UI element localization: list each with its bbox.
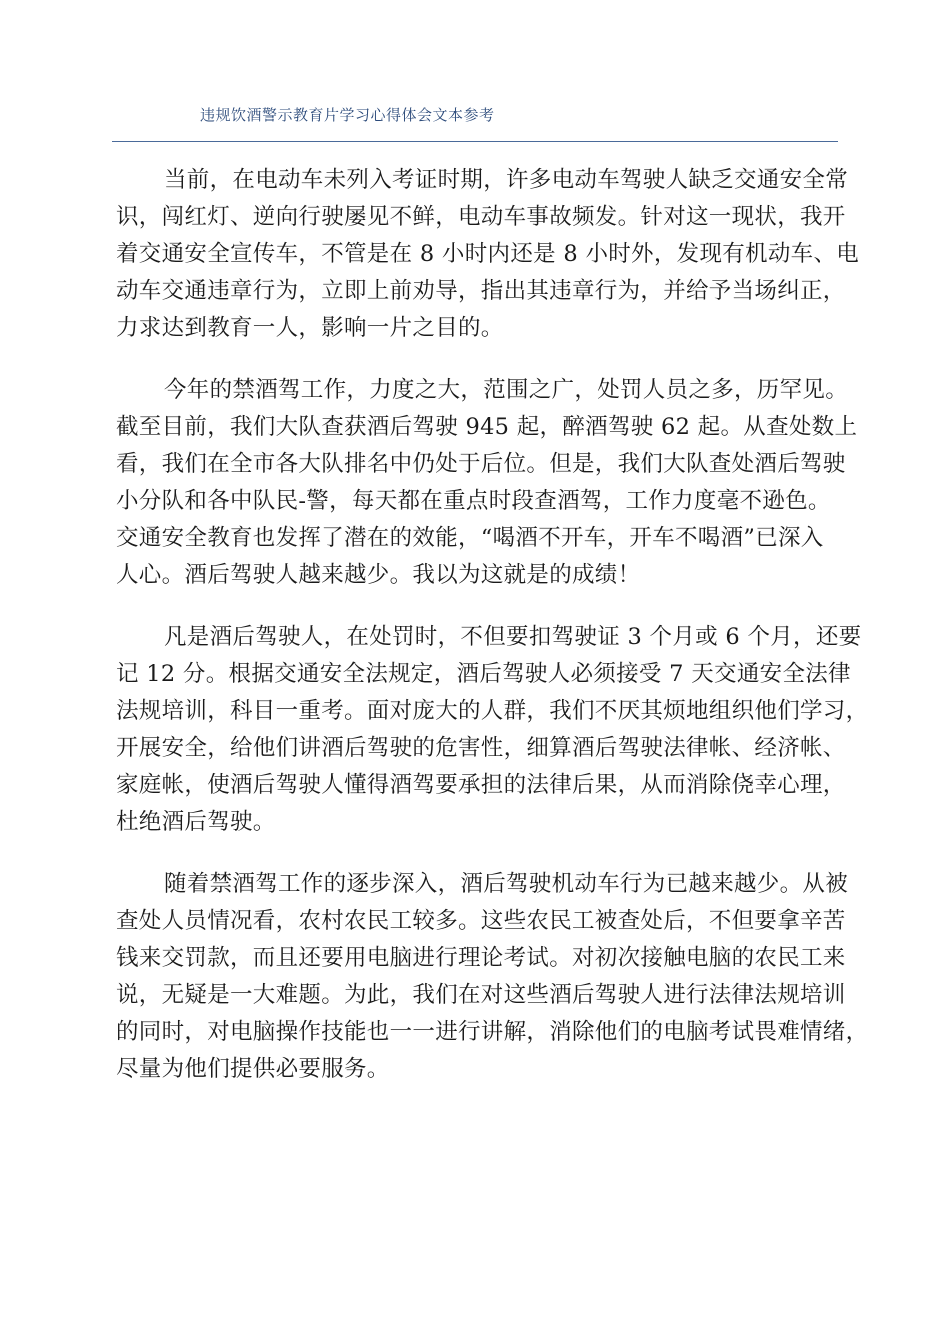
paragraph-line: 截至目前，我们大队查获酒后驾驶 945 起，醉酒驾驶 62 起。从查处数上 bbox=[116, 414, 858, 440]
paragraph-line: 凡是酒后驾驶人，在处罚时，不但要扣驾驶证 3 个月或 6 个月，还要 bbox=[164, 624, 862, 650]
paragraph-line: 识，闯红灯、逆向行驶屡见不鲜，电动车事故频发。针对这一现状，我开 bbox=[116, 204, 846, 230]
paragraph-line: 记 12 分。根据交通安全法规定，酒后驾驶人必须接受 7 天交通安全法律 bbox=[116, 661, 851, 687]
paragraph-line: 人心。酒后驾驶人越来越少。我以为这就是的成绩！ bbox=[116, 562, 641, 588]
paragraph-line: 动车交通违章行为，立即上前劝导，指出其违章行为，并给予当场纠正， bbox=[116, 278, 846, 304]
paragraph-line: 随着禁酒驾工作的逐步深入，酒后驾驶机动车行为已越来越少。从被 bbox=[164, 871, 849, 897]
paragraph-line: 说，无疑是一大难题。为此，我们在对这些酒后驾驶人进行法律法规培训 bbox=[116, 982, 846, 1008]
paragraph-line: 力求达到教育一人，影响一片之目的。 bbox=[116, 315, 504, 341]
paragraph-line: 查处人员情况看，农村农民工较多。这些农民工被查处后，不但要拿辛苦 bbox=[116, 908, 846, 934]
paragraph-line: 钱来交罚款，而且还要用电脑进行理论考试。对初次接触电脑的农民工来 bbox=[116, 945, 846, 971]
paragraph-2 bbox=[116, 372, 858, 594]
paragraph-line: 当前，在电动车未列入考证时期，许多电动车驾驶人缺乏交通安全常 bbox=[164, 167, 849, 193]
paragraph-line: 家庭帐，使酒后驾驶人懂得酒驾要承担的法律后果，从而消除侥幸心理， bbox=[116, 772, 846, 798]
paragraph-3 bbox=[116, 619, 869, 841]
paragraph-line: 看，我们在全市各大队排名中仍处于后位。但是，我们大队查处酒后驾驶 bbox=[116, 451, 846, 477]
paragraph-line: 的同时，对电脑操作技能也一一进行讲解，消除他们的电脑考试畏难情绪， bbox=[116, 1019, 869, 1045]
paragraph-line: 今年的禁酒驾工作，力度之大，范围之广，处罚人员之多，历罕见。 bbox=[164, 377, 849, 403]
header-divider bbox=[112, 141, 838, 142]
header-title: 违规饮酒警示教育片学习心得体会文本参考 bbox=[200, 106, 495, 124]
paragraph-line: 开展安全，给他们讲酒后驾驶的危害性，细算酒后驾驶法律帐、经济帐、 bbox=[116, 735, 846, 761]
paragraph-line: 交通安全教育也发挥了潜在的效能，“喝酒不开车，开车不喝酒”已深入 bbox=[116, 525, 824, 551]
paragraph-line: 小分队和各中队民-警，每天都在重点时段查酒驾，工作力度毫不逊色。 bbox=[116, 488, 831, 514]
document-body bbox=[116, 162, 869, 1113]
paragraph-1 bbox=[116, 162, 860, 347]
paragraph-4 bbox=[116, 866, 869, 1088]
paragraph-line: 杜绝酒后驾驶。 bbox=[116, 809, 276, 835]
paragraph-line: 法规培训，科目一重考。面对庞大的人群，我们不厌其烦地组织他们学习， bbox=[116, 698, 869, 724]
paragraph-line: 着交通安全宣传车，不管是在 8 小时内还是 8 小时外，发现有机动车、电 bbox=[116, 241, 860, 267]
paragraph-line: 尽量为他们提供必要服务。 bbox=[116, 1056, 390, 1082]
